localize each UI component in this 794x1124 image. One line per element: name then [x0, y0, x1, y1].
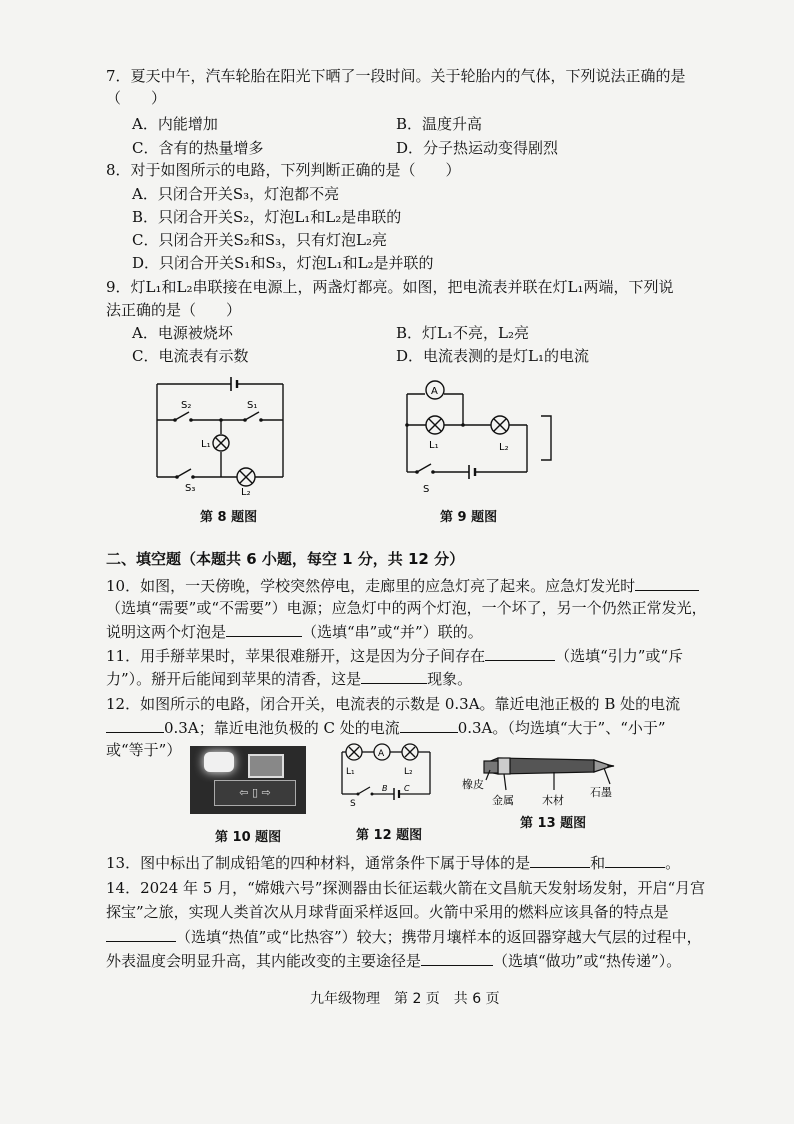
q14-blank-1[interactable]: [106, 926, 176, 942]
q11-text-1a: 11．用手掰苹果时，苹果很难掰开，这是因为分子间存在: [106, 647, 486, 665]
q8-stem: 8．对于如图所示的电路，下列判断正确的是（ ）: [106, 161, 461, 179]
q8-option-c: C．只闭合开关S₂和S₃，只有灯泡L₂亮: [132, 231, 388, 249]
figure-13-pencil: [462, 744, 622, 808]
q10-blank-1[interactable]: [635, 575, 699, 591]
q8-option-d: D．只闭合开关S₁和S₃，灯泡L₁和L₂是并联的: [132, 254, 434, 272]
figure-8-caption: 第 8 题图: [200, 510, 258, 525]
fig8-label-s3: S₃: [185, 483, 196, 494]
q7-option-a: A．内能增加: [132, 115, 218, 133]
q12-line3: 或“等于”）: [106, 741, 182, 759]
q7-answer-paren: （ ）: [106, 89, 167, 107]
figure-10-photo: [190, 746, 306, 814]
q12-text-2b: 0.3A。（均选填“大于”、“小于”: [457, 719, 666, 737]
figure-9-caption: 第 9 题图: [440, 510, 498, 525]
q7-option-c: C．含有的热量增多: [132, 139, 264, 157]
q13-text-b: 和: [590, 854, 606, 872]
fig12-label-c: C: [404, 784, 410, 793]
figure-12-circuit: [336, 742, 436, 808]
figure-13-caption: 第 13 题图: [520, 816, 587, 831]
fig13-label-eraser: 橡皮: [462, 778, 484, 791]
q11-line1: [106, 645, 683, 666]
q9-option-b: B．灯L₁不亮，L₂亮: [396, 324, 529, 342]
figure-8-circuit: [145, 372, 295, 497]
figure-9-circuit: [395, 372, 565, 497]
fig12-label-b: B: [382, 784, 388, 793]
fig9-label-ammeter: A: [431, 386, 438, 397]
fig13-label-wood: 木材: [542, 794, 564, 807]
q7-option-b: B．温度升高: [396, 115, 483, 133]
q10-text-3a: 说明这两个灯泡是: [106, 623, 227, 641]
q7-option-d: D．分子热运动变得剧烈: [396, 139, 559, 157]
q10-line1: [106, 575, 699, 596]
fig9-label-l2: L₂: [499, 442, 509, 453]
q11-text-2a: 力”）。掰开后能闻到苹果的清香，这是: [106, 670, 362, 688]
section-2-heading: 二、填空题（本题共 6 小题，每空 1 分，共 12 分）: [106, 550, 465, 568]
q7-stem: 7．夏天中午，汽车轮胎在阳光下晒了一段时间。关于轮胎内的气体，下列说法正确的是: [106, 67, 686, 85]
q12-line1: 12．如图所示的电路，闭合开关，电流表的示数是 0.3A。靠近电池正极的 B 处的电流: [106, 695, 681, 713]
q13-text-a: 13．图中标出了制成铅笔的四种材料，通常条件下属于导体的是: [106, 854, 531, 872]
q9-stem-line2: 法正确的是（ ）: [106, 301, 242, 319]
q10-line3: [106, 621, 483, 642]
fig12-label-s: S: [350, 799, 356, 808]
q10-text-3b: （选填“串”或“并”）联的。: [302, 623, 483, 641]
q9-option-a: A．电源被烧坏: [132, 324, 233, 342]
fig8-label-l1: L₁: [201, 439, 211, 450]
q8-option-b: B．只闭合开关S₂，灯泡L₁和L₂是串联的: [132, 208, 402, 226]
fig12-label-l2: L₂: [404, 767, 413, 777]
q13-text-c: 。: [665, 854, 681, 872]
q14-line2: 探宝”之旅，实现人类首次从月球背面采样返回。火箭中采用的燃料应该具备的特点是: [106, 903, 669, 921]
fig8-label-s1: S₁: [247, 400, 258, 411]
q10-text-1: 10．如图，一天傍晚，学校突然停电，走廊里的应急灯亮了起来。应急灯发光时: [106, 577, 636, 595]
page-footer: 九年级物理 第 2 页 共 6 页: [310, 991, 500, 1007]
q14-text-4a: 外表温度会明显升高，其内能改变的主要途径是: [106, 952, 422, 970]
figure-12-caption: 第 12 题图: [356, 828, 423, 843]
q14-blank-2[interactable]: [421, 950, 493, 966]
fig8-label-s2: S₂: [181, 400, 192, 411]
fig8-label-l2: L₂: [241, 487, 251, 497]
q14-text-3: （选填“热值”或“比热容”）较大；携带月壤样本的返回器穿越大气层的过程中，: [176, 928, 702, 946]
q14-text-4b: （选填“做功”或“热传递”）。: [493, 952, 682, 970]
q9-option-d: D．电流表测的是灯L₁的电流: [396, 347, 590, 365]
q13-blank-2[interactable]: [605, 852, 665, 868]
q14-line3: [106, 926, 702, 947]
q14-line1: 14．2024 年 5 月，“嫦娥六号”探测器由长征运载火箭在文昌航天发射场发射，开启“月宫: [106, 879, 706, 897]
figure-10-caption: 第 10 题图: [215, 830, 282, 845]
q11-blank-1[interactable]: [485, 645, 555, 661]
emergency-lamp-left: [204, 752, 234, 772]
q11-text-2b: 现象。: [427, 670, 473, 688]
q11-blank-2[interactable]: [361, 668, 427, 684]
exit-sign-icon: ⇦ ▯ ⇨: [214, 780, 296, 806]
fig13-label-metal: 金属: [492, 794, 514, 807]
emergency-lamp-right: [248, 754, 284, 778]
q9-stem-line1: 9．灯L₁和L₂串联接在电源上，两盏灯都亮。如图，把电流表并联在灯L₁两端，下列说: [106, 278, 674, 296]
q8-option-a: A．只闭合开关S₃，灯泡都不亮: [132, 185, 340, 203]
fig12-label-ammeter: A: [378, 749, 385, 759]
q12-line2: [106, 717, 666, 738]
fig13-label-graphite: 石墨: [590, 786, 612, 799]
q12-blank-2[interactable]: [400, 717, 458, 733]
q9-option-c: C．电流表有示数: [132, 347, 249, 365]
q11-line2: [106, 668, 472, 689]
q14-line4: [106, 950, 681, 971]
q12-text-2a: 0.3A；靠近电池负极的 C 处的电流: [164, 719, 400, 737]
q13-blank-1[interactable]: [530, 852, 590, 868]
q13-line: [106, 852, 680, 873]
q10-blank-2[interactable]: [226, 621, 302, 637]
fig12-label-l1: L₁: [346, 767, 355, 777]
q12-blank-1[interactable]: [106, 717, 164, 733]
q11-text-1b: （选填“引力”或“斥: [555, 647, 684, 665]
fig9-label-l1: L₁: [429, 440, 439, 451]
fig9-label-s: S: [423, 484, 430, 495]
q10-line2: （选填“需要”或“不需要”）电源；应急灯中的两个灯泡，一个坏了，另一个仍然正常发光，: [106, 599, 707, 617]
